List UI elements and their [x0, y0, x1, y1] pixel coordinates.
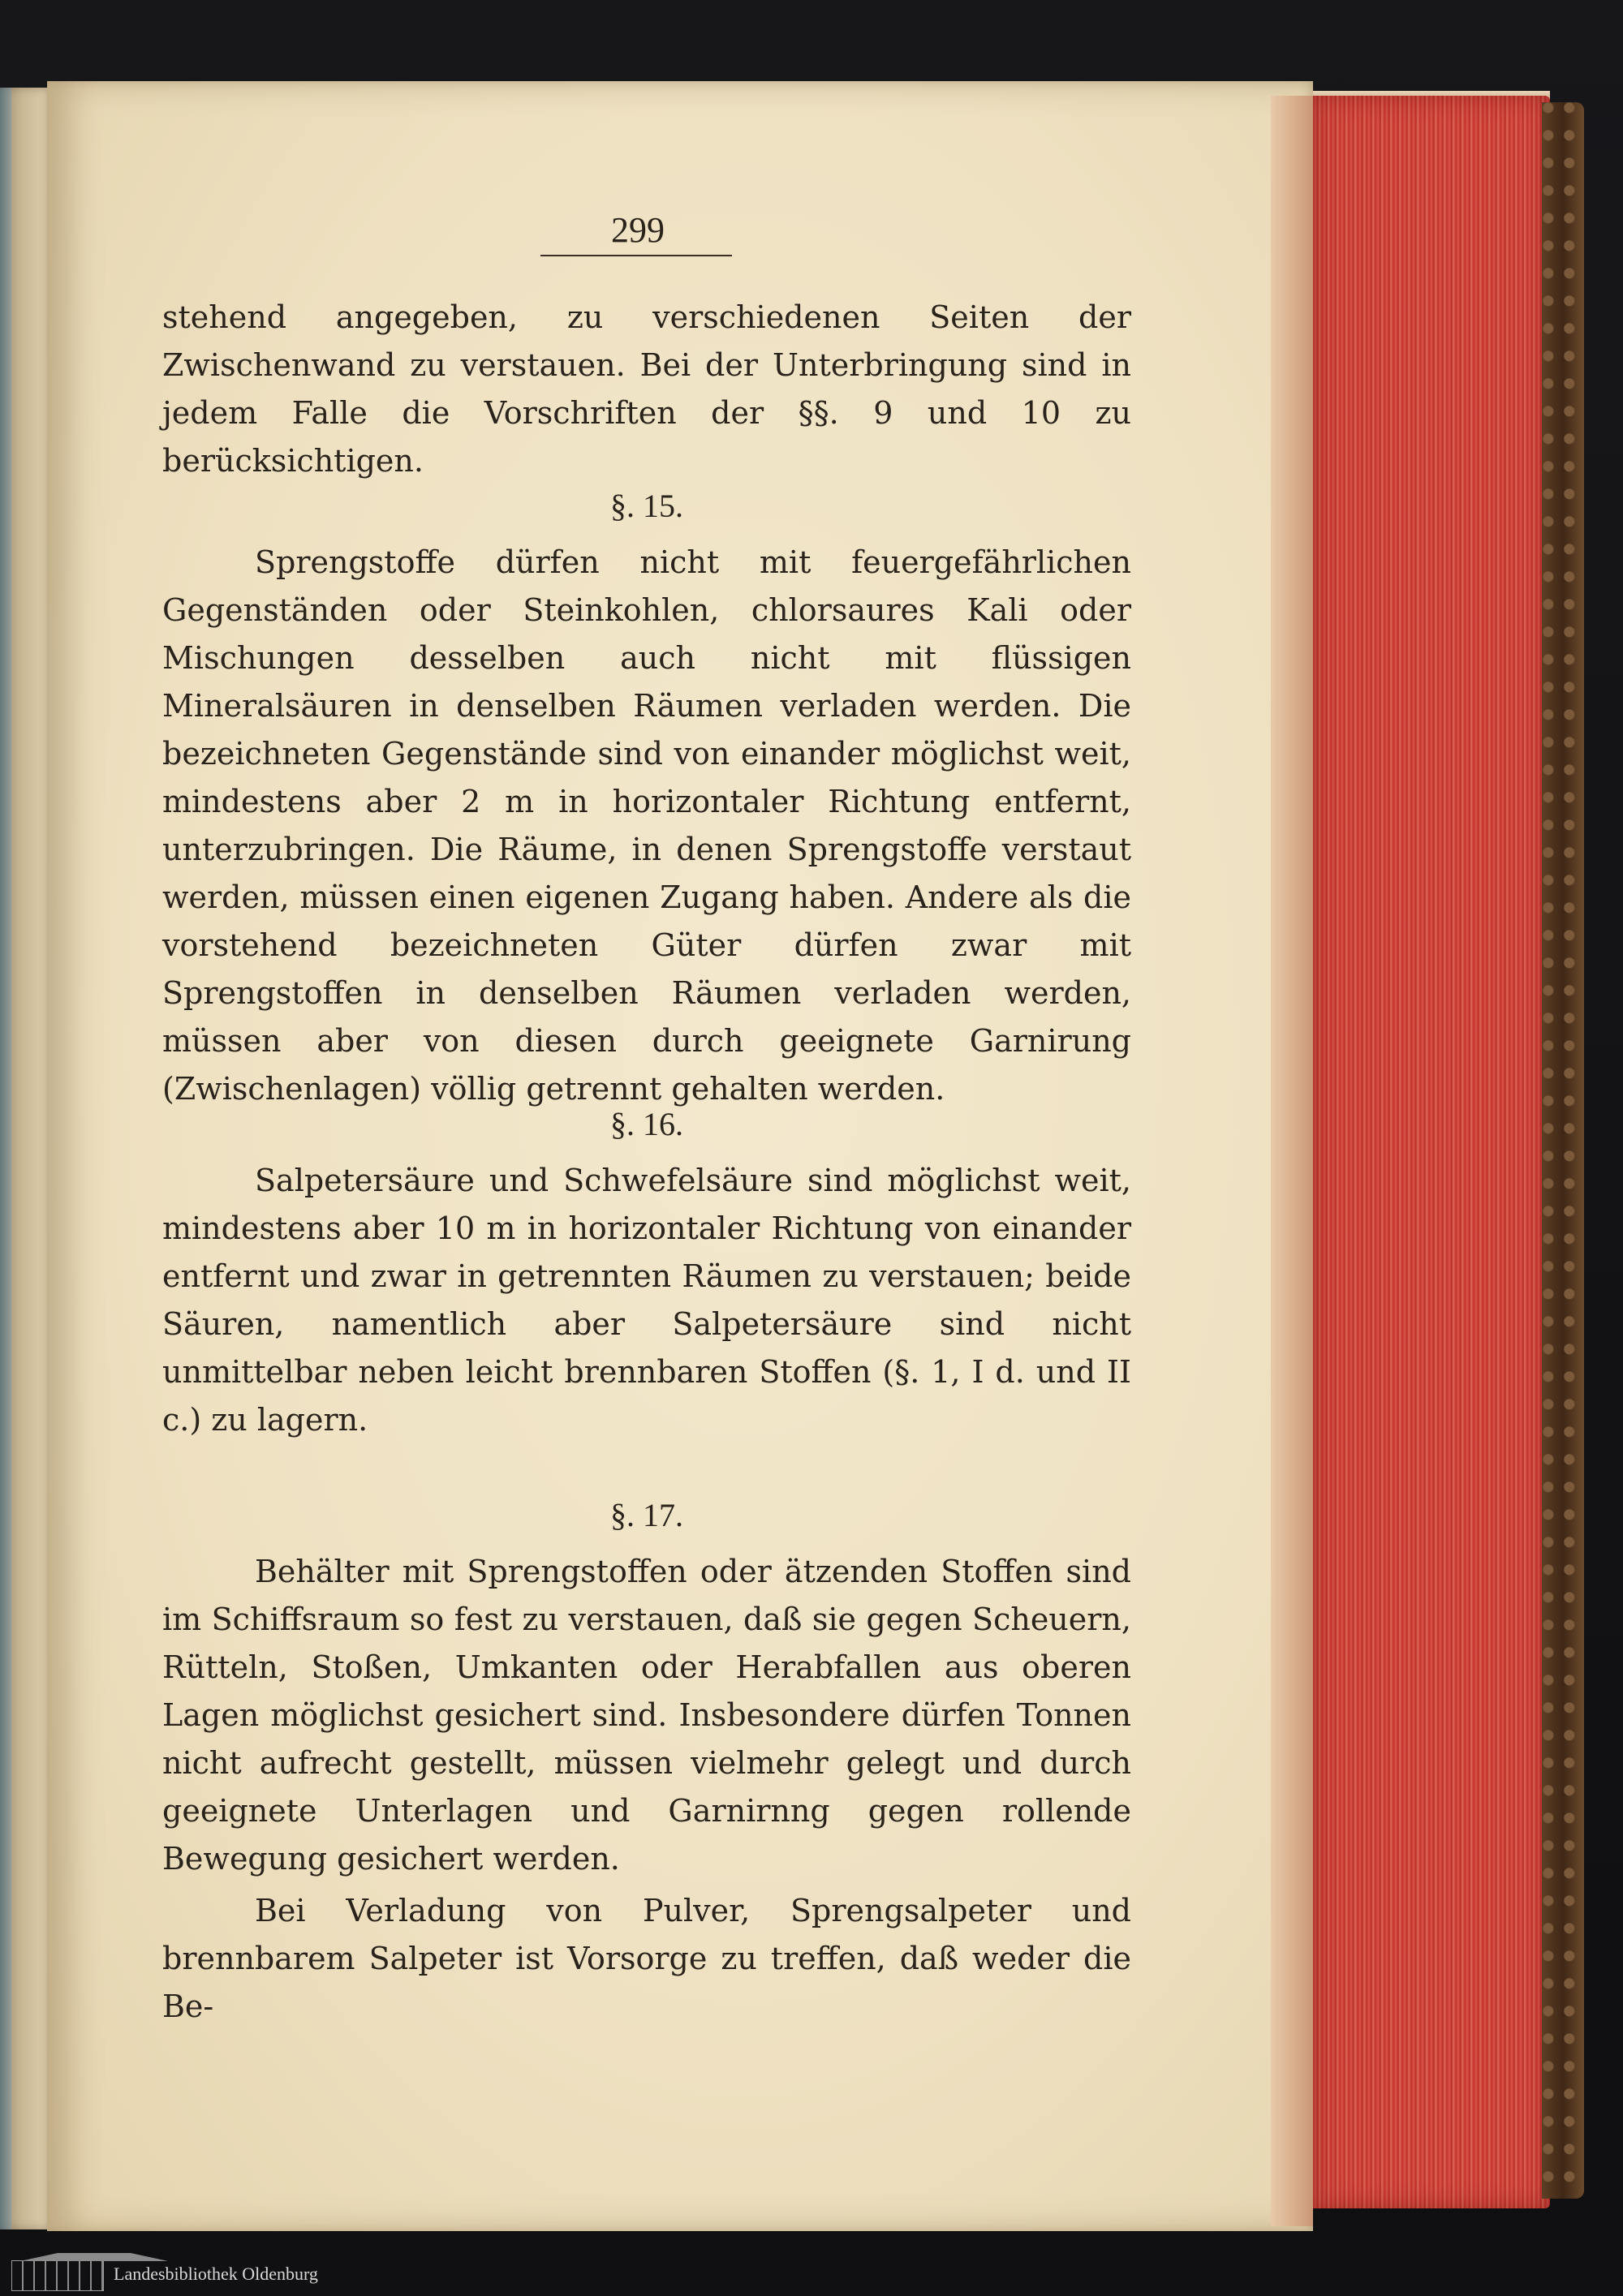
- book-cover-edge: [1542, 102, 1584, 2199]
- page-number: 299: [611, 210, 665, 250]
- header-rule: [540, 255, 732, 256]
- section-15-paragraph: Sprengstoffe dürfen nicht mit feuergefährlichen Gegenständen oder Steinkohlen, chlorsaures Kali oder Mischungen desselben auch nicht mit flüssigen Mineralsäuren in denselben Räumen verladen werden. Die bezeichneten Gegenstände sind von einander möglichst weit, mindestens aber 2 m in horizontaler Richtung entfernt, unterzubringen. Die Räume, in denen Sprengstoffe verstaut werden, müssen einen eigenen Zugang haben. Andere als die vorstehend bezeichneten Güter dürfen zwar mit Sprengstoffen in denselben Räumen verladen werden, müssen aber von diesen durch geeignete Garnirung (Zwischenlagen) völlig getrennt gehalten werden.: [162, 544, 1131, 1107]
- section-17-paragraph-2: Bei Verladung von Pulver, Sprengsalpeter und brennbarem Salpeter ist Vorsorge zu treffen, daß weder die Be-: [162, 1893, 1131, 2024]
- previous-page-strip: [0, 88, 11, 2229]
- page-gutter-edge: [1271, 96, 1313, 2226]
- footer-institution: Landesbibliothek Oldenburg: [114, 2264, 318, 2284]
- previous-page-edge: [0, 88, 54, 2229]
- section-heading-15: §. 15.: [610, 488, 683, 524]
- continuation-paragraph: stehend angegeben, zu verschiedenen Seiten der Zwischenwand zu verstauen. Bei der Unterbringung sind in jedem Falle die Vorschriften der §§. 9 und 10 zu berücksichtigen.: [162, 299, 1131, 479]
- section-17-paragraph-1: Behälter mit Sprengstoffen oder ätzenden Stoffen sind im Schiffsraum so fest zu verstauen, daß sie gegen Scheuern, Rütteln, Stoßen, Umkanten oder Herabfallen aus oberen Lagen möglichst gesichert sind. Insbesondere dürfen Tonnen nicht aufrecht gestellt, müssen vielmehr gelegt und durch geeignete Unterlagen und Garnirnng gegen rollende Bewegung gesichert werden.: [162, 1554, 1131, 1877]
- library-building-icon: [11, 2260, 104, 2291]
- red-fore-edge: [1313, 96, 1550, 2208]
- section-heading-17: §. 17.: [610, 1497, 683, 1533]
- section-16-paragraph: Salpetersäure und Schwefelsäure sind möglichst weit, mindestens aber 10 m in horizontaler Richtung von einander entfernt und zwar in getrennten Räumen zu verstauen; beide Säuren, namentlich aber Salpetersäure sind nicht unmittelbar neben leicht brennbaren Stoffen (§. 1, I d. und II c.) zu lagern.: [162, 1163, 1131, 1438]
- footer-bar: [0, 2254, 1623, 2296]
- section-heading-16: §. 16.: [610, 1106, 683, 1142]
